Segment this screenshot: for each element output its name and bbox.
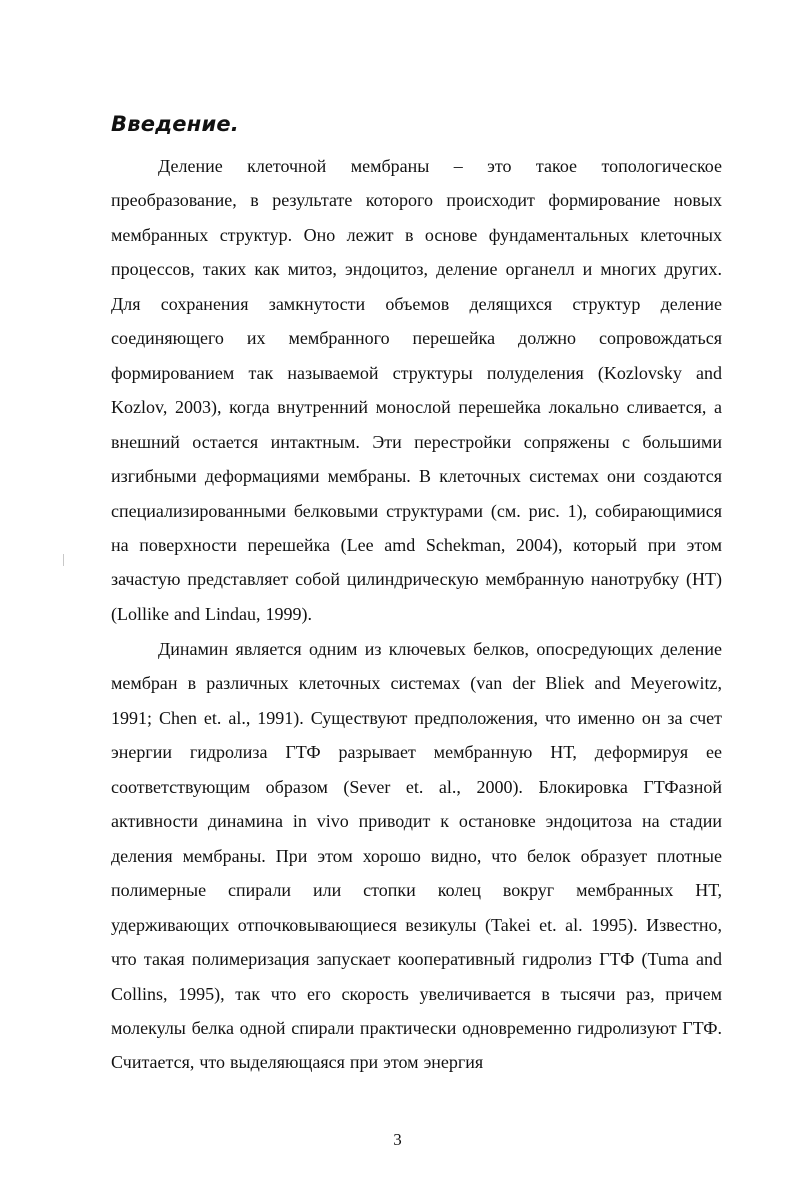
section-heading: Введение. xyxy=(111,112,239,136)
paragraph-2: Динамин является одним из ключевых белков, опосредующих деление мембран в различных клеточных системах (van der Bliek and Meyerowitz, 1991; Chen et. al., 1991). Существуют предположения, что именно он за счет энергии гидролиза ГТФ разрывает мембранную НТ, деформируя ее соответствующим образом (Sever et. al., 2000). Блокировка ГТФазной активности динамина in vivo приводит к остановке эндоцитоза на стадии деления мембраны. При этом хорошо видно, что белок образует плотные полимерные спирали или стопки колец вокруг мембранных НТ, удерживающих отпочковывающиеся везикулы (Takei et. al. 1995). Известно, что такая полимеризация запускает кооперативный гидролиз ГТФ (Tuma and Collins, 1995), так что его скорость увеличивается в тысячи раз, причем молекулы белка одной спирали практически одновременно гидролизуют ГТФ. Считается, что выделяющаяся при этом энергия xyxy=(111,639,722,1073)
page-number: 3 xyxy=(393,1130,402,1149)
paragraph-1: Деление клеточной мембраны – это такое топологическое преобразование, в результате которого происходит формирование новых мембранных структур. Оно лежит в основе фундаментальных клеточных процессов, таких как митоз, эндоцитоз, деление органелл и многих других. Для сохранения замкнутости объемов делящихся структур деление соединяющего их мембранного перешейка должно сопровождаться формированием так называемой структуры полуделения (Kozlovsky and Kozlov, 2003), когда внутренний монослой перешейка локально сливается, а внешний остается интактным. Эти перестройки сопряжены с большими изгибными деформациями мембраны. В клеточных системах они создаются специализированными белковыми структурами (см. рис. 1), собирающимися на поверхности перешейка (Lee amd Schekman, 2004), который при этом зачастую представляет собой цилиндрическую мембранную нанотрубку (НТ) (Lollike and Lindau, 1999). xyxy=(111,156,722,624)
scan-margin-mark xyxy=(63,554,64,566)
